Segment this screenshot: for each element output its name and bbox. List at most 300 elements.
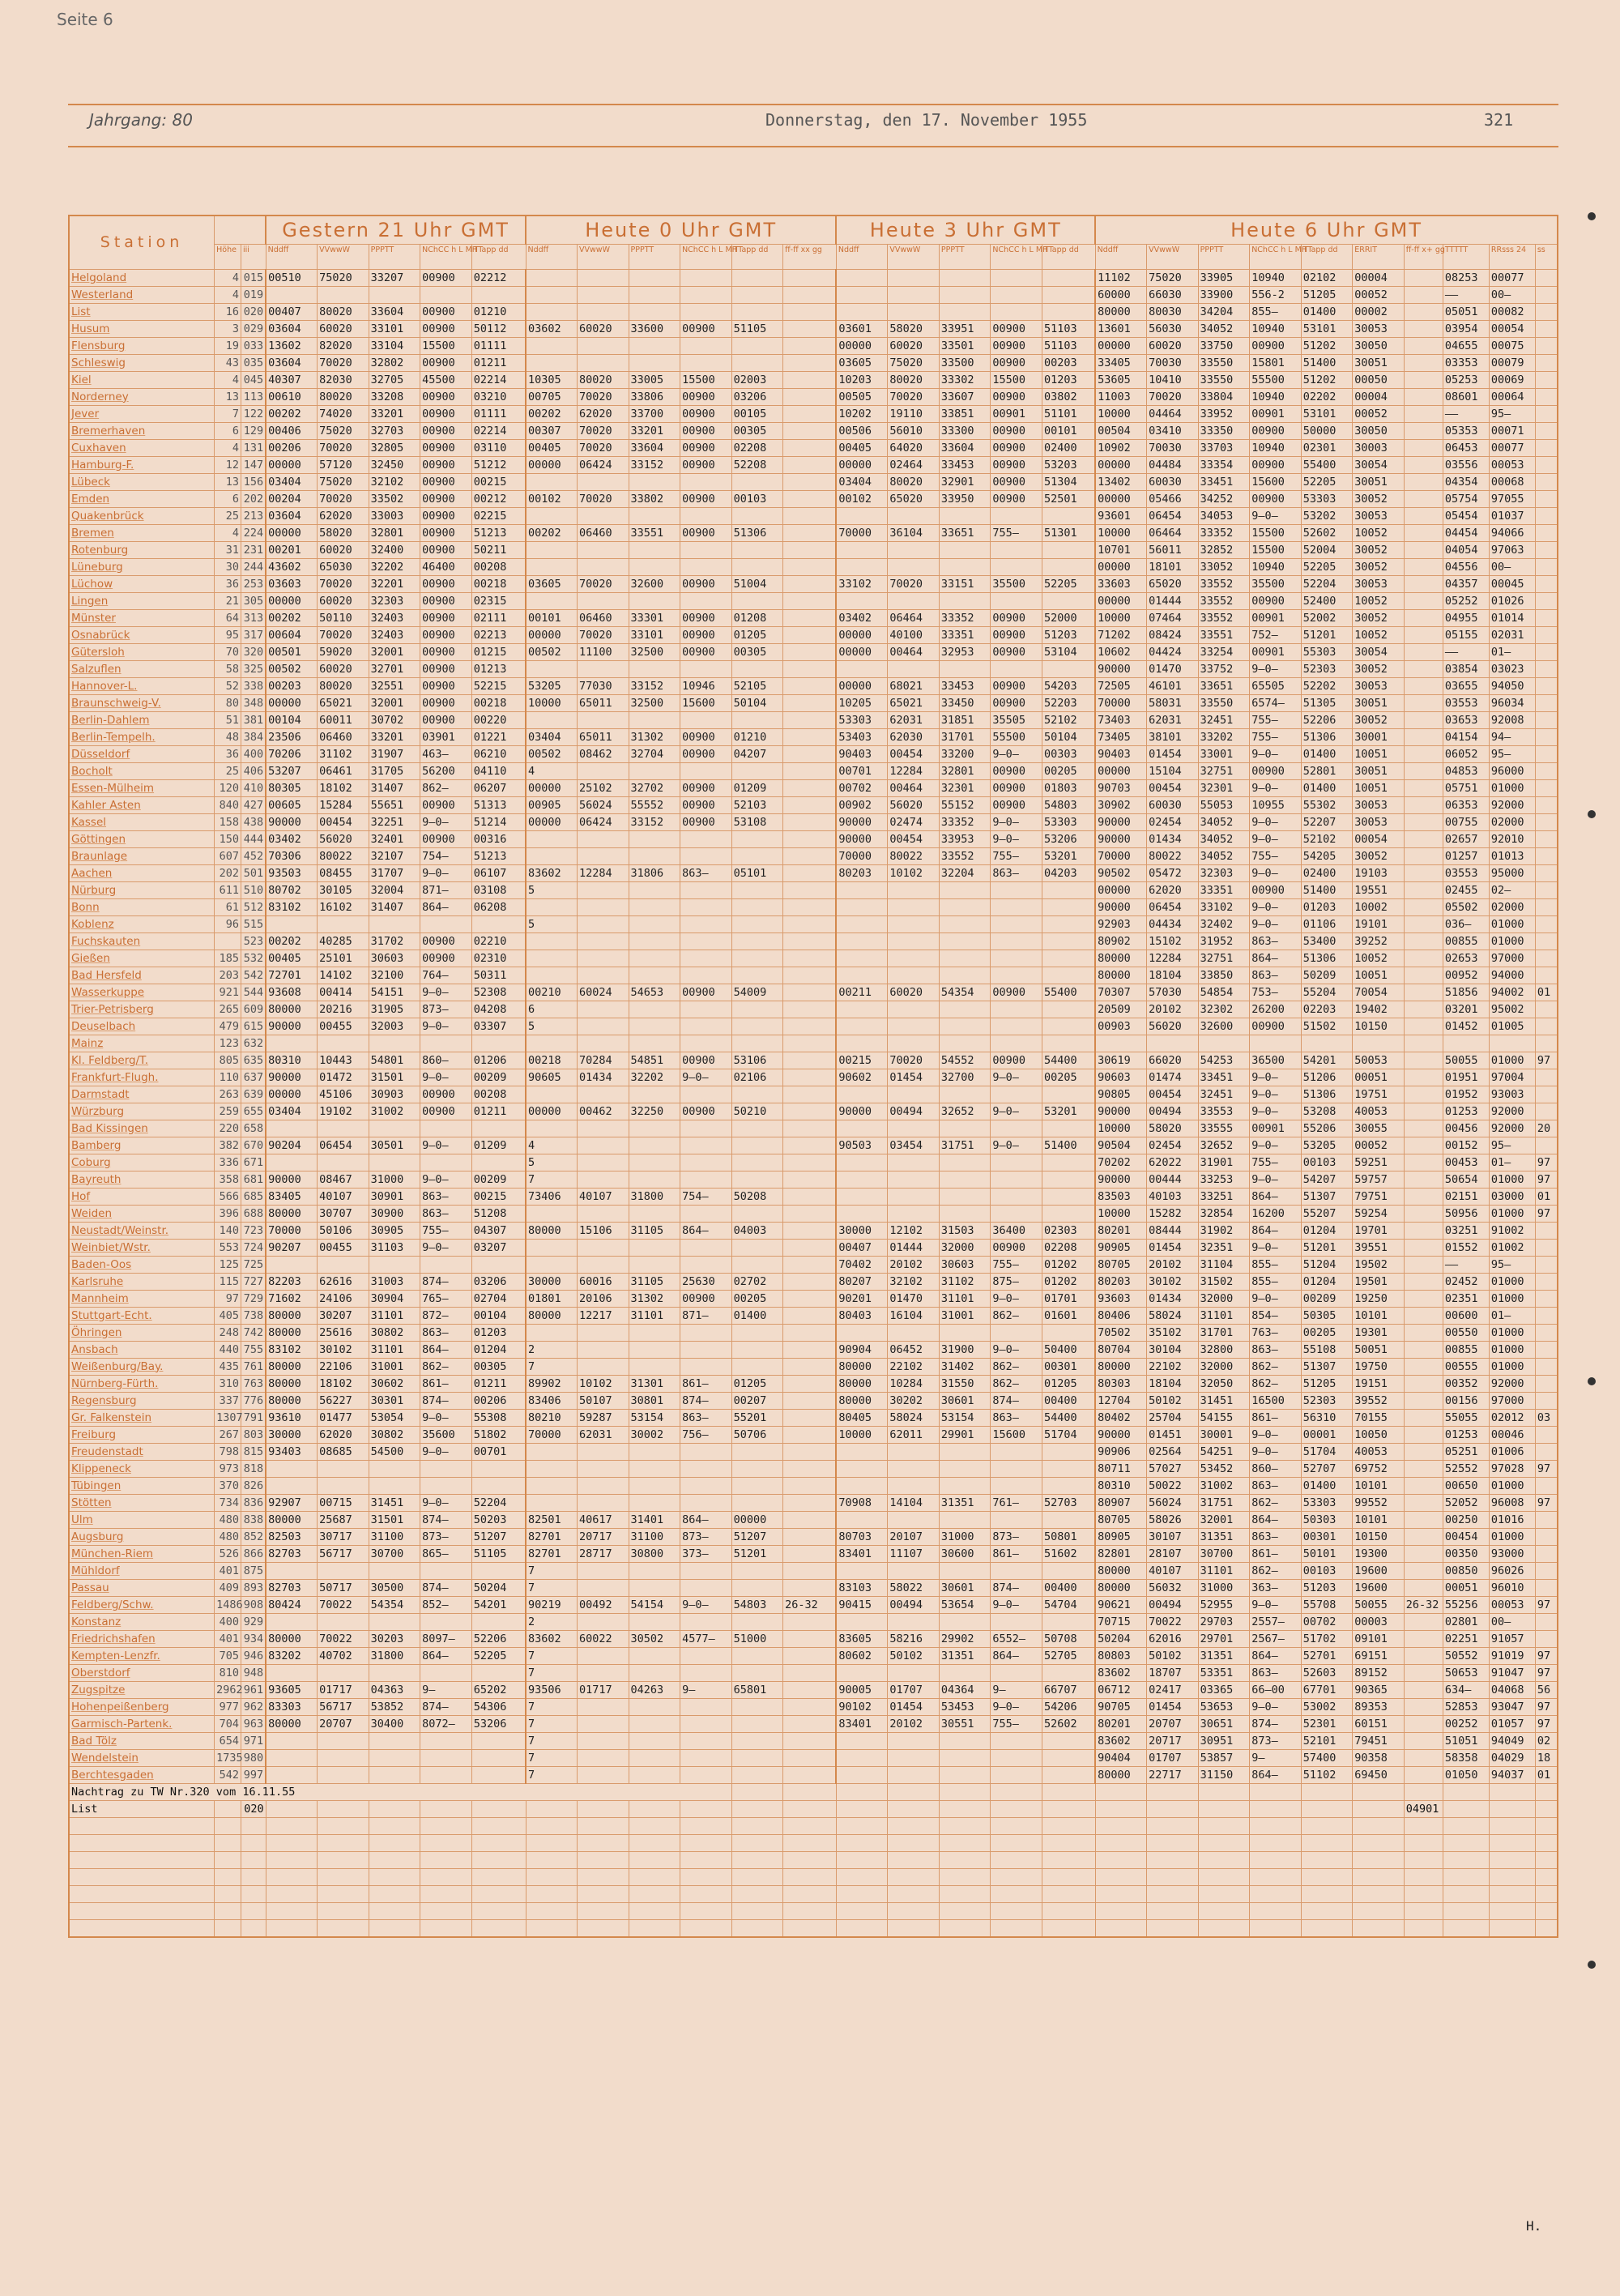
cell-g: 00900 bbox=[420, 712, 472, 729]
punch-hole bbox=[1588, 1377, 1596, 1385]
cell-c: 70155 bbox=[1353, 1410, 1405, 1427]
cell-c: 9—0— bbox=[1250, 661, 1302, 678]
cell-b bbox=[836, 593, 888, 610]
cell-c: 51204 bbox=[1301, 1257, 1353, 1274]
cell-c: 52204 bbox=[1301, 576, 1353, 593]
cell-g: 82703 bbox=[266, 1546, 318, 1563]
cell-b: 90904 bbox=[836, 1342, 888, 1359]
cell-a: 00900 bbox=[680, 321, 732, 338]
cell-a bbox=[578, 1665, 629, 1682]
station-index: 406 bbox=[241, 763, 266, 780]
cell-b: 80207 bbox=[836, 1274, 888, 1291]
cell-c: 363— bbox=[1250, 1580, 1302, 1597]
station-name: Schleswig bbox=[69, 355, 215, 372]
cell-g: 83405 bbox=[266, 1189, 318, 1206]
cell-a bbox=[578, 950, 629, 967]
cell-b bbox=[836, 542, 888, 559]
cell-c: 01253 bbox=[1443, 1103, 1489, 1120]
cell-c: 00901 bbox=[1250, 644, 1302, 661]
station-index: 532 bbox=[241, 950, 266, 967]
cell-b bbox=[939, 950, 991, 967]
section-heute-6: Heute 6 Uhr GMT bbox=[1095, 216, 1558, 245]
cell-c: 51205 bbox=[1301, 287, 1353, 304]
cell-b: 00505 bbox=[836, 389, 888, 406]
cell-a: 33600 bbox=[629, 321, 680, 338]
cell-a: 00900 bbox=[680, 423, 732, 440]
cell-c: 70502 bbox=[1095, 1325, 1147, 1342]
cell-b: 33300 bbox=[939, 423, 991, 440]
cell-c: 51205 bbox=[1301, 1376, 1353, 1393]
cell-b: 9—0— bbox=[991, 1069, 1042, 1086]
cell-b: 755— bbox=[991, 525, 1042, 542]
empty-cell bbox=[1535, 1920, 1558, 1938]
cell-a: 30502 bbox=[629, 1631, 680, 1648]
cell-c: 50055 bbox=[1443, 1052, 1489, 1069]
station-index: 875 bbox=[241, 1563, 266, 1580]
note-row bbox=[69, 1784, 1558, 1801]
cell-a: 861— bbox=[680, 1376, 732, 1393]
cell-c bbox=[1404, 1223, 1443, 1240]
cell-g: 9—0— bbox=[420, 1240, 472, 1257]
cell-g: 871— bbox=[420, 882, 472, 899]
signoff: H. bbox=[1526, 2218, 1542, 2234]
cell-b: 52602 bbox=[1042, 1716, 1095, 1733]
cell-g: 32001 bbox=[369, 644, 420, 661]
col-ffff6: ff-ff x+ gg bbox=[1404, 245, 1443, 270]
cell-b: 00702 bbox=[836, 780, 888, 797]
empty-cell bbox=[1042, 1818, 1095, 1835]
cell-c: 00453 bbox=[1443, 1154, 1489, 1171]
cell-b: 31550 bbox=[939, 1376, 991, 1393]
cell-a: 31401 bbox=[629, 1512, 680, 1529]
cell-g: 31705 bbox=[369, 763, 420, 780]
cell-c: 862— bbox=[1250, 1359, 1302, 1376]
station-index: 836 bbox=[241, 1495, 266, 1512]
cell-c: 01000 bbox=[1489, 1359, 1535, 1376]
cell-a: 31301 bbox=[629, 1376, 680, 1393]
cell-c: 70202 bbox=[1095, 1154, 1147, 1171]
cell-a bbox=[578, 967, 629, 984]
cell-c: 00900 bbox=[1250, 1018, 1302, 1035]
cell-b: 51103 bbox=[1042, 338, 1095, 355]
cell-a bbox=[526, 1444, 578, 1461]
cell-a bbox=[629, 1086, 680, 1103]
cell-g: 31907 bbox=[369, 746, 420, 763]
cell-c: 80000 bbox=[1095, 967, 1147, 984]
cell-c: 02102 bbox=[1301, 270, 1353, 287]
cell-b: 70402 bbox=[836, 1257, 888, 1274]
cell-c: 33553 bbox=[1198, 1103, 1250, 1120]
cell-a: 52105 bbox=[731, 678, 783, 695]
empty-cell bbox=[1250, 1869, 1302, 1886]
cell-g: 31501 bbox=[369, 1069, 420, 1086]
cell-a: 32500 bbox=[629, 644, 680, 661]
cell-g: 51212 bbox=[471, 457, 526, 474]
cell-g: 03404 bbox=[266, 1103, 318, 1120]
cell-a: 83406 bbox=[526, 1393, 578, 1410]
cell-c: 01000 bbox=[1489, 933, 1535, 950]
station-name: Augsburg bbox=[69, 1529, 215, 1546]
cell-g bbox=[318, 1563, 369, 1580]
cell-a: 02702 bbox=[731, 1274, 783, 1291]
cell-a bbox=[629, 661, 680, 678]
note-value: 04901 bbox=[1404, 1801, 1443, 1818]
cell-c bbox=[1404, 1495, 1443, 1512]
cell-b: 00900 bbox=[991, 491, 1042, 508]
cell-b: 68021 bbox=[888, 678, 940, 695]
cell-a bbox=[783, 1495, 837, 1512]
cell-b: 33151 bbox=[939, 576, 991, 593]
cell-c: 33703 bbox=[1198, 440, 1250, 457]
cell-a: 7 bbox=[526, 1699, 578, 1716]
cell-g: 52205 bbox=[471, 1648, 526, 1665]
cell-c: 19600 bbox=[1353, 1580, 1405, 1597]
cell-a bbox=[783, 1512, 837, 1529]
cell-c: 15102 bbox=[1147, 933, 1199, 950]
col-nchcc: NChCC h L MH bbox=[680, 245, 732, 270]
cell-c bbox=[1404, 1018, 1443, 1035]
cell-b: 22102 bbox=[888, 1359, 940, 1376]
cell-a bbox=[629, 542, 680, 559]
cell-c bbox=[1404, 542, 1443, 559]
table-row bbox=[69, 1308, 1558, 1325]
station-height: 396 bbox=[215, 1206, 241, 1223]
col-nddff: Nddff bbox=[266, 245, 318, 270]
cell-c: 18104 bbox=[1147, 967, 1199, 984]
cell-c: 51306 bbox=[1301, 729, 1353, 746]
cell-g bbox=[471, 287, 526, 304]
station-name: Mühldorf bbox=[69, 1563, 215, 1580]
cell-c: 19402 bbox=[1353, 1001, 1405, 1018]
cell-c: 30052 bbox=[1353, 610, 1405, 627]
empty-cell bbox=[629, 1903, 680, 1920]
cell-b: 12284 bbox=[888, 763, 940, 780]
cell-b: 80022 bbox=[888, 848, 940, 865]
cell-c: 30001 bbox=[1353, 729, 1405, 746]
cell-b: 14104 bbox=[888, 1495, 940, 1512]
cell-c: 90621 bbox=[1095, 1597, 1147, 1614]
station-name: Oberstdorf bbox=[69, 1665, 215, 1682]
station-name: Freudenstadt bbox=[69, 1444, 215, 1461]
cell-c: 036— bbox=[1443, 916, 1489, 933]
cell-c: 00952 bbox=[1443, 967, 1489, 984]
cell-g: 70022 bbox=[318, 1597, 369, 1614]
cell-b: 52102 bbox=[1042, 712, 1095, 729]
cell-c: 32451 bbox=[1198, 712, 1250, 729]
cell-b: 80403 bbox=[836, 1308, 888, 1325]
cell-a bbox=[629, 1154, 680, 1171]
cell-b bbox=[888, 1120, 940, 1137]
cell-a bbox=[629, 1206, 680, 1223]
cell-c: 97 bbox=[1535, 1052, 1558, 1069]
cell-b: 00464 bbox=[888, 780, 940, 797]
cell-c: 97063 bbox=[1489, 542, 1535, 559]
cell-c bbox=[1404, 1035, 1443, 1052]
cell-g: 9—0— bbox=[420, 1137, 472, 1154]
cell-g: 03604 bbox=[266, 321, 318, 338]
cell-a bbox=[526, 474, 578, 491]
cell-c: 864— bbox=[1250, 1189, 1302, 1206]
cell-g: 50106 bbox=[318, 1223, 369, 1240]
table-row bbox=[69, 899, 1558, 916]
cell-g: 54354 bbox=[369, 1597, 420, 1614]
table-row bbox=[69, 1086, 1558, 1103]
cell-g: 31451 bbox=[369, 1495, 420, 1512]
station-height: 810 bbox=[215, 1665, 241, 1682]
cell-b bbox=[888, 1733, 940, 1750]
station-header: Station bbox=[69, 216, 215, 270]
cell-a: 90605 bbox=[526, 1069, 578, 1086]
cell-a: 10946 bbox=[680, 678, 732, 695]
cell-c: 02351 bbox=[1443, 1291, 1489, 1308]
table-row bbox=[69, 1461, 1558, 1478]
cell-b bbox=[991, 1512, 1042, 1529]
cell-a bbox=[783, 729, 837, 746]
station-height: 337 bbox=[215, 1393, 241, 1410]
station-height: 267 bbox=[215, 1427, 241, 1444]
cell-c bbox=[1535, 270, 1558, 287]
cell-b: 06464 bbox=[888, 610, 940, 627]
station-index: 020 bbox=[241, 304, 266, 321]
cell-c: 00000 bbox=[1095, 491, 1147, 508]
cell-c bbox=[1535, 1546, 1558, 1563]
cell-b bbox=[1042, 1461, 1095, 1478]
empty-cell bbox=[836, 1903, 888, 1920]
cell-g: 00900 bbox=[420, 933, 472, 950]
cell-g: 8097— bbox=[420, 1631, 472, 1648]
cell-b bbox=[836, 1086, 888, 1103]
cell-c bbox=[1535, 916, 1558, 933]
cell-b bbox=[888, 1189, 940, 1206]
cell-c: 22102 bbox=[1147, 1359, 1199, 1376]
cell-c: 855— bbox=[1250, 1274, 1302, 1291]
cell-c: 9— bbox=[1250, 1750, 1302, 1767]
cell-a: 59287 bbox=[578, 1410, 629, 1427]
cell-a bbox=[526, 1478, 578, 1495]
cell-c bbox=[1535, 389, 1558, 406]
empty-cell bbox=[783, 1852, 837, 1869]
cell-c: 52102 bbox=[1301, 831, 1353, 848]
cell-b: 32953 bbox=[939, 644, 991, 661]
cell-c: 860— bbox=[1250, 1461, 1302, 1478]
table-row bbox=[69, 321, 1558, 338]
table-row bbox=[69, 1427, 1558, 1444]
cell-a: 51004 bbox=[731, 576, 783, 593]
cell-b bbox=[888, 508, 940, 525]
cell-g bbox=[420, 1257, 472, 1274]
cell-g: 51208 bbox=[471, 1206, 526, 1223]
station-name: Bremerhaven bbox=[69, 423, 215, 440]
empty-cell bbox=[1301, 1801, 1353, 1818]
cell-c: 00000 bbox=[1095, 882, 1147, 899]
cell-c: 00051 bbox=[1443, 1580, 1489, 1597]
cell-b: 30600 bbox=[939, 1546, 991, 1563]
cell-g: 18102 bbox=[318, 780, 369, 797]
cell-b bbox=[991, 1154, 1042, 1171]
cell-a bbox=[783, 1257, 837, 1274]
cell-b bbox=[836, 661, 888, 678]
cell-b: 90000 bbox=[836, 1103, 888, 1120]
cell-a bbox=[783, 644, 837, 661]
cell-g: 860— bbox=[420, 1052, 472, 1069]
cell-c: 00000 bbox=[1095, 763, 1147, 780]
cell-c: 80000 bbox=[1095, 1767, 1147, 1784]
cell-g: 90000 bbox=[266, 1171, 318, 1189]
cell-a: 54154 bbox=[629, 1597, 680, 1614]
cell-c: 34052 bbox=[1198, 814, 1250, 831]
cell-a: 31800 bbox=[629, 1189, 680, 1206]
station-name: Cuxhaven bbox=[69, 440, 215, 457]
cell-c: 31451 bbox=[1198, 1393, 1250, 1410]
cell-a: 03605 bbox=[526, 576, 578, 593]
cell-a: 60016 bbox=[578, 1274, 629, 1291]
cell-a: 03404 bbox=[526, 729, 578, 746]
cell-c: 10050 bbox=[1353, 1427, 1405, 1444]
empty-cell bbox=[215, 1852, 241, 1869]
cell-c: 18707 bbox=[1147, 1665, 1199, 1682]
cell-c: 01050 bbox=[1443, 1767, 1489, 1784]
cell-g: 54801 bbox=[369, 1052, 420, 1069]
empty-cell bbox=[578, 1835, 629, 1852]
station-height: 97 bbox=[215, 1291, 241, 1308]
cell-c bbox=[1535, 287, 1558, 304]
empty-cell bbox=[629, 1886, 680, 1903]
cell-c: 50053 bbox=[1353, 1052, 1405, 1069]
cell-c bbox=[1404, 1120, 1443, 1137]
cell-c: 862— bbox=[1250, 1376, 1302, 1393]
cell-b: 00900 bbox=[991, 780, 1042, 797]
cell-b bbox=[836, 1001, 888, 1018]
cell-g: 30602 bbox=[369, 1376, 420, 1393]
cell-g: 60020 bbox=[318, 321, 369, 338]
cell-a: 40107 bbox=[578, 1189, 629, 1206]
cell-c: 94037 bbox=[1489, 1767, 1535, 1784]
cell-c bbox=[1404, 1580, 1443, 1597]
cell-a: 33806 bbox=[629, 389, 680, 406]
cell-g: 03110 bbox=[471, 440, 526, 457]
cell-c bbox=[1404, 1648, 1443, 1665]
table-row bbox=[69, 1240, 1558, 1257]
cell-c bbox=[1535, 525, 1558, 542]
cell-g: 01210 bbox=[471, 304, 526, 321]
station-index: 515 bbox=[241, 916, 266, 933]
cell-b bbox=[939, 1478, 991, 1495]
empty-cell bbox=[471, 1903, 526, 1920]
cell-c: 18104 bbox=[1147, 1376, 1199, 1393]
cell-c: 03655 bbox=[1443, 678, 1489, 695]
cell-g bbox=[369, 1461, 420, 1478]
cell-a bbox=[629, 899, 680, 916]
empty-cell bbox=[471, 1852, 526, 1869]
cell-g: 92907 bbox=[266, 1495, 318, 1512]
cell-g bbox=[420, 1478, 472, 1495]
cell-b: 83401 bbox=[836, 1716, 888, 1733]
cell-b: 83401 bbox=[836, 1546, 888, 1563]
cell-a bbox=[783, 1274, 837, 1291]
cell-a bbox=[578, 1240, 629, 1257]
cell-c: 53452 bbox=[1198, 1461, 1250, 1478]
cell-b: 00400 bbox=[1042, 1393, 1095, 1410]
cell-c: 04068 bbox=[1489, 1682, 1535, 1699]
cell-c: 03954 bbox=[1443, 321, 1489, 338]
cell-a: 25102 bbox=[578, 780, 629, 797]
cell-b: 00400 bbox=[1042, 1580, 1095, 1597]
cell-c: 32800 bbox=[1198, 1342, 1250, 1359]
cell-g: 08467 bbox=[318, 1171, 369, 1189]
station-name: Ulm bbox=[69, 1512, 215, 1529]
cell-b: 33352 bbox=[939, 610, 991, 627]
cell-a bbox=[629, 593, 680, 610]
cell-a bbox=[526, 950, 578, 967]
table-row bbox=[69, 933, 1558, 950]
cell-b: 755— bbox=[991, 1257, 1042, 1274]
cell-b: 31851 bbox=[939, 712, 991, 729]
cell-c: 97 bbox=[1535, 1171, 1558, 1189]
cell-c bbox=[1404, 780, 1443, 797]
table-row bbox=[69, 1137, 1558, 1154]
cell-c: 15801 bbox=[1250, 355, 1302, 372]
cell-g: 80020 bbox=[318, 389, 369, 406]
cell-c: 96008 bbox=[1489, 1495, 1535, 1512]
station-index: 803 bbox=[241, 1427, 266, 1444]
cell-c bbox=[1301, 1035, 1353, 1052]
cell-g bbox=[318, 1257, 369, 1274]
cell-a bbox=[783, 797, 837, 814]
cell-c: 56 bbox=[1535, 1682, 1558, 1699]
cell-c: 80705 bbox=[1095, 1257, 1147, 1274]
empty-cell bbox=[1198, 1869, 1250, 1886]
section-heute-3: Heute 3 Uhr GMT bbox=[836, 216, 1095, 245]
cell-g: 60011 bbox=[318, 712, 369, 729]
station-height: 526 bbox=[215, 1546, 241, 1563]
cell-a bbox=[731, 848, 783, 865]
cell-c: 04434 bbox=[1147, 916, 1199, 933]
cell-c bbox=[1535, 1444, 1558, 1461]
station-index: 946 bbox=[241, 1648, 266, 1665]
cell-g: 08455 bbox=[318, 865, 369, 882]
cell-b: 53654 bbox=[939, 1597, 991, 1614]
cell-c: 82801 bbox=[1095, 1546, 1147, 1563]
cell-c: 20102 bbox=[1147, 1257, 1199, 1274]
station-name: Kassel bbox=[69, 814, 215, 831]
empty-cell bbox=[991, 1903, 1042, 1920]
table-row bbox=[69, 1206, 1558, 1223]
table-row bbox=[69, 1001, 1558, 1018]
station-name: Lingen bbox=[69, 593, 215, 610]
cell-b: 00900 bbox=[991, 763, 1042, 780]
cell-c: 39551 bbox=[1353, 1240, 1405, 1257]
station-index: 742 bbox=[241, 1325, 266, 1342]
cell-c: 03000 bbox=[1489, 1189, 1535, 1206]
cell-a: 00000 bbox=[526, 457, 578, 474]
cell-c: 69752 bbox=[1353, 1461, 1405, 1478]
cell-b: 00900 bbox=[991, 644, 1042, 661]
cell-c: 04454 bbox=[1443, 525, 1489, 542]
cell-b: 40100 bbox=[888, 627, 940, 644]
cell-c bbox=[1535, 1325, 1558, 1342]
cell-b bbox=[888, 933, 940, 950]
empty-cell bbox=[680, 1920, 732, 1938]
cell-c: 02400 bbox=[1301, 865, 1353, 882]
cell-c: 862— bbox=[1250, 1563, 1302, 1580]
cell-a bbox=[783, 491, 837, 508]
table-row bbox=[69, 440, 1558, 457]
cell-c: 92000 bbox=[1489, 1103, 1535, 1120]
empty-cell bbox=[1535, 1869, 1558, 1886]
cell-b bbox=[1042, 950, 1095, 967]
cell-c bbox=[1535, 576, 1558, 593]
cell-g: 00305 bbox=[471, 1359, 526, 1376]
